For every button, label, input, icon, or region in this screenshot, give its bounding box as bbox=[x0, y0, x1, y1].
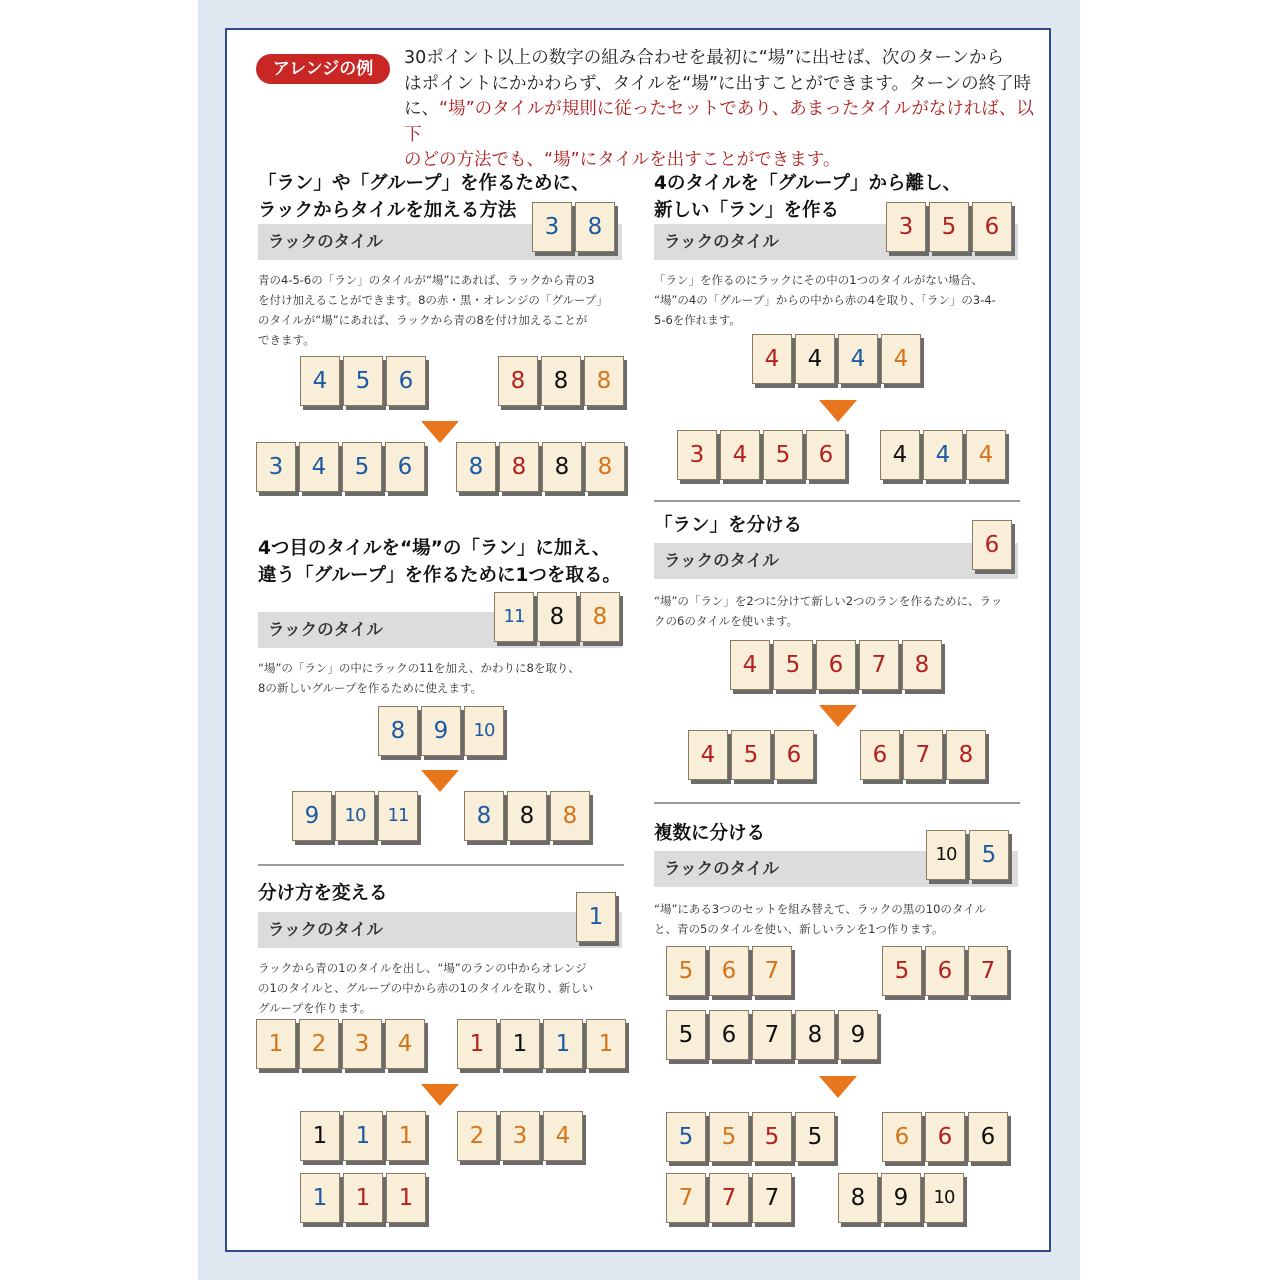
tile: 4 bbox=[730, 640, 770, 690]
tile: 7 bbox=[666, 1173, 706, 1223]
tile: 8 bbox=[537, 592, 577, 642]
tile: 7 bbox=[968, 946, 1008, 996]
tile: 1 bbox=[300, 1111, 340, 1161]
tile: 4 bbox=[880, 430, 920, 480]
intro-line: 30ポイント以上の数字の組み合わせを最初に“場”に出せば、次のターンから bbox=[404, 48, 1005, 68]
tile: 5 bbox=[929, 202, 969, 252]
tile: 4 bbox=[300, 356, 340, 406]
rack-label-bar: ラックのタイル bbox=[654, 543, 1018, 579]
tile: 8 bbox=[378, 706, 418, 756]
section-desc: ラックから青の1のタイルを出し、“場”のランの中からオレンジ の1のタイルと、グループの中から赤の1のタイルを取り、新しい グループを作ります。 bbox=[258, 961, 594, 1015]
tile: 6 bbox=[806, 430, 846, 480]
divider bbox=[654, 500, 1020, 502]
section-title-add-tiles: 「ラン」や「グループ」を作るために、 ラックからタイルを加える方法 bbox=[258, 173, 590, 221]
intro-line: のどの方法でも、“場”にタイルを出すことができます。 bbox=[404, 150, 841, 170]
tile: 4 bbox=[838, 334, 878, 384]
tile: 6 bbox=[972, 202, 1012, 252]
tile: 5 bbox=[666, 1010, 706, 1060]
tile: 8 bbox=[902, 640, 942, 690]
tile: 6 bbox=[386, 356, 426, 406]
tile: 4 bbox=[688, 730, 728, 780]
tile: 6 bbox=[972, 520, 1012, 570]
tile: 9 bbox=[881, 1173, 921, 1223]
tile: 6 bbox=[709, 1010, 749, 1060]
tile: 10 bbox=[924, 1173, 964, 1223]
tile: 4 bbox=[881, 334, 921, 384]
tile: 8 bbox=[542, 442, 582, 492]
tile: 1 bbox=[343, 1173, 383, 1223]
tile: 1 bbox=[500, 1019, 540, 1069]
tile: 6 bbox=[968, 1112, 1008, 1162]
tile: 8 bbox=[585, 442, 625, 492]
tile: 6 bbox=[816, 640, 856, 690]
tile: 8 bbox=[946, 730, 986, 780]
tile: 5 bbox=[882, 946, 922, 996]
section-title-change-split: 分け方を変える bbox=[258, 883, 388, 904]
tile: 8 bbox=[838, 1173, 878, 1223]
section-title-detach-four: 4のタイルを「グループ」から離し、 新しい「ラン」を作る bbox=[654, 173, 962, 221]
down-arrow-icon bbox=[819, 705, 857, 727]
tile: 1 bbox=[576, 892, 616, 942]
tile: 8 bbox=[580, 592, 620, 642]
arrange-example-badge: アレンジの例 bbox=[256, 54, 390, 84]
tile: 5 bbox=[773, 640, 813, 690]
tile: 1 bbox=[386, 1111, 426, 1161]
tile: 8 bbox=[795, 1010, 835, 1060]
tile: 3 bbox=[532, 202, 572, 252]
tile: 10 bbox=[926, 830, 966, 880]
down-arrow-icon bbox=[421, 421, 459, 443]
tile: 4 bbox=[795, 334, 835, 384]
tile: 8 bbox=[541, 356, 581, 406]
tile: 8 bbox=[498, 356, 538, 406]
section-title-multi-split: 複数に分ける bbox=[654, 823, 766, 844]
tile: 4 bbox=[923, 430, 963, 480]
tile: 6 bbox=[709, 946, 749, 996]
tile: 1 bbox=[256, 1019, 296, 1069]
tile: 5 bbox=[752, 1112, 792, 1162]
tile: 1 bbox=[586, 1019, 626, 1069]
tile: 9 bbox=[292, 791, 332, 841]
tile: 1 bbox=[457, 1019, 497, 1069]
tile: 4 bbox=[543, 1111, 583, 1161]
tile: 3 bbox=[500, 1111, 540, 1161]
tile: 5 bbox=[666, 1112, 706, 1162]
down-arrow-icon bbox=[421, 770, 459, 792]
section-desc: “場”の「ラン」を2つに分けて新しい2つのランを作るために、ラッ クの6のタイルを使います。 bbox=[654, 594, 1003, 628]
tile: 9 bbox=[838, 1010, 878, 1060]
section-desc: 「ラン」を作るのにラックにその中の1つのタイルがない場合、 “場”の4の「グループ」からの中から赤の4を取り、「ラン」の3-4- 5-6を作れます。 bbox=[654, 273, 996, 327]
section-title-fourth-tile: 4つ目のタイルを“場”の「ラン」に加え、 違う「グループ」を作るために1つを取る。 bbox=[258, 538, 621, 586]
tile: 5 bbox=[709, 1112, 749, 1162]
section-desc: “場”にある3つのセットを組み替えて、ラックの黒の10のタイル と、青の5のタイルを使い、新しいランを1つ作ります。 bbox=[654, 902, 987, 936]
tile: 7 bbox=[709, 1173, 749, 1223]
tile: 8 bbox=[507, 791, 547, 841]
tile: 8 bbox=[464, 791, 504, 841]
tile: 8 bbox=[550, 791, 590, 841]
tile: 7 bbox=[859, 640, 899, 690]
tile: 4 bbox=[299, 442, 339, 492]
tile: 5 bbox=[343, 356, 383, 406]
tile: 1 bbox=[543, 1019, 583, 1069]
intro-text bbox=[404, 46, 1034, 174]
tile: 6 bbox=[774, 730, 814, 780]
tile: 10 bbox=[464, 706, 504, 756]
rack-label-bar: ラックのタイル bbox=[258, 612, 622, 648]
tile: 5 bbox=[666, 946, 706, 996]
tile: 7 bbox=[752, 1173, 792, 1223]
tile: 3 bbox=[886, 202, 926, 252]
tile: 6 bbox=[925, 946, 965, 996]
tile: 1 bbox=[300, 1173, 340, 1223]
tile: 3 bbox=[256, 442, 296, 492]
rack-label-bar: ラックのタイル bbox=[654, 224, 1018, 260]
tile: 2 bbox=[299, 1019, 339, 1069]
tile: 6 bbox=[882, 1112, 922, 1162]
rack-label-bar: ラックのタイル bbox=[258, 912, 622, 948]
down-arrow-icon bbox=[421, 1084, 459, 1106]
down-arrow-icon bbox=[819, 1076, 857, 1098]
divider bbox=[654, 802, 1020, 804]
divider bbox=[258, 864, 624, 866]
tile: 7 bbox=[752, 946, 792, 996]
tile: 8 bbox=[584, 356, 624, 406]
intro-line: に、“場”のタイルが規則に従ったセットであり、あまったタイルがなければ、以下 bbox=[404, 99, 1034, 145]
tile: 4 bbox=[720, 430, 760, 480]
tile: 2 bbox=[457, 1111, 497, 1161]
section-desc: 青の4-5-6の「ラン」のタイルが“場”にあれば、ラックから青の3 を付け加えることができます。8の赤・黒・オレンジの「グループ」 のタイルが“場”にあれば、ラックから青の8を付け加えることが できます。 bbox=[258, 273, 608, 347]
tile: 1 bbox=[343, 1111, 383, 1161]
tile: 7 bbox=[903, 730, 943, 780]
down-arrow-icon bbox=[819, 400, 857, 422]
tile: 5 bbox=[763, 430, 803, 480]
tile: 6 bbox=[860, 730, 900, 780]
section-desc: “場”の「ラン」の中にラックの11を加え、かわりに8を取り、 8の新しいグループを作るために使えます。 bbox=[258, 661, 580, 695]
tile: 3 bbox=[342, 1019, 382, 1069]
tile: 11 bbox=[378, 791, 418, 841]
tile: 6 bbox=[385, 442, 425, 492]
tile: 8 bbox=[456, 442, 496, 492]
tile: 11 bbox=[494, 592, 534, 642]
tile: 10 bbox=[335, 791, 375, 841]
tile: 6 bbox=[925, 1112, 965, 1162]
tile: 8 bbox=[575, 202, 615, 252]
tile: 5 bbox=[342, 442, 382, 492]
tile: 7 bbox=[752, 1010, 792, 1060]
tile: 8 bbox=[499, 442, 539, 492]
tile: 9 bbox=[421, 706, 461, 756]
rack-label-bar: ラックのタイル bbox=[258, 224, 622, 260]
tile: 4 bbox=[752, 334, 792, 384]
tile: 1 bbox=[386, 1173, 426, 1223]
tile: 3 bbox=[677, 430, 717, 480]
tile: 4 bbox=[385, 1019, 425, 1069]
tile: 5 bbox=[795, 1112, 835, 1162]
rack-label-bar: ラックのタイル bbox=[654, 851, 1018, 887]
tile: 4 bbox=[966, 430, 1006, 480]
tile: 5 bbox=[731, 730, 771, 780]
intro-line: はポイントにかかわらず、タイルを“場”に出すことができます。ターンの終了時 bbox=[404, 73, 1032, 94]
tile: 5 bbox=[969, 830, 1009, 880]
section-title-split-run: 「ラン」を分ける bbox=[654, 515, 803, 536]
